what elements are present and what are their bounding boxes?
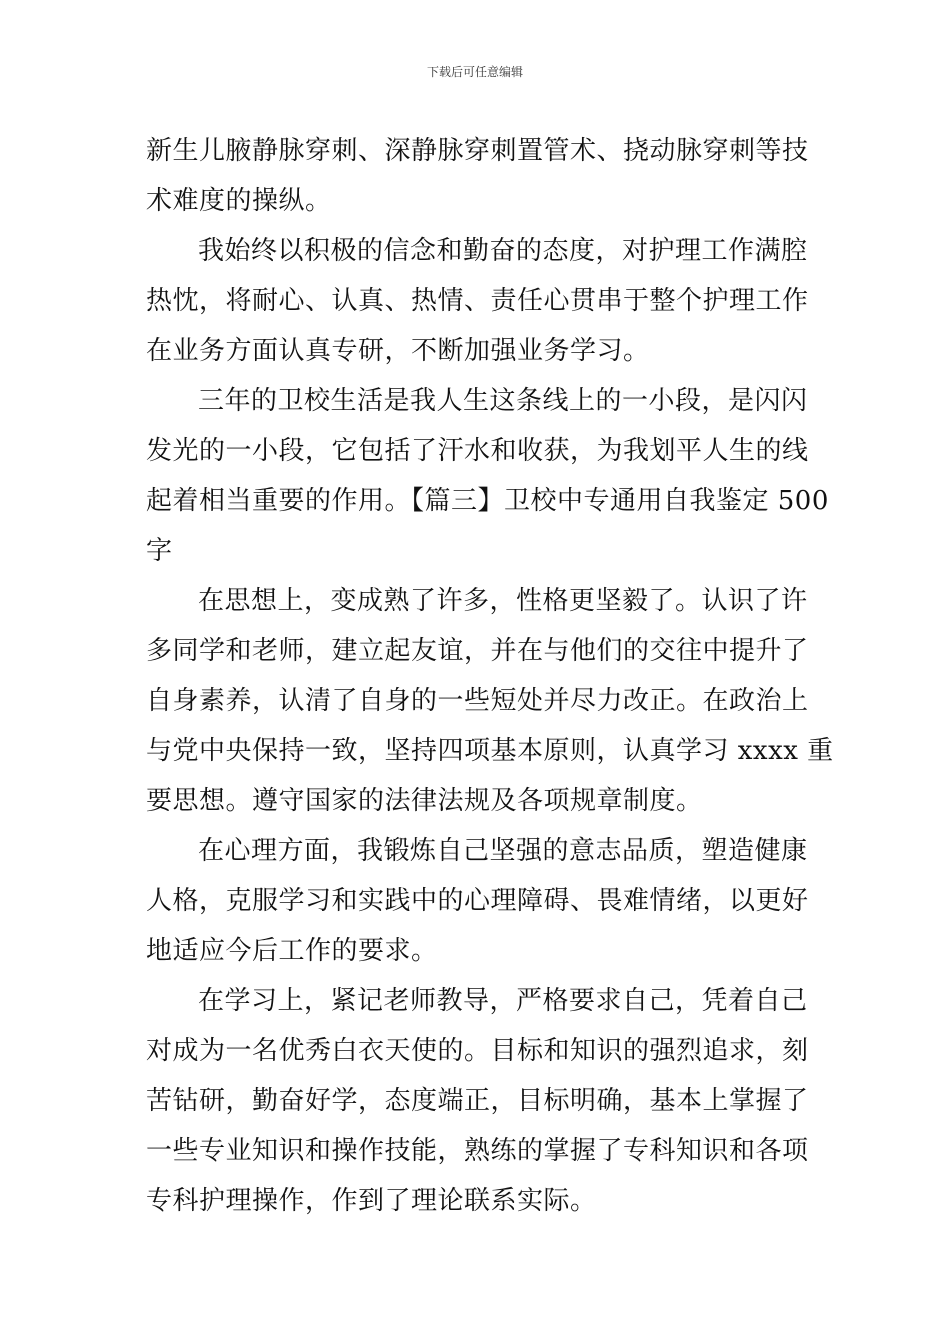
paragraph-line: 三年的卫校生活是我人生这条线上的一小段，是闪闪 <box>198 386 808 416</box>
document-body <box>146 126 834 1226</box>
paragraph-line: 在思想上，变成熟了许多，性格更坚毅了。认识了许 <box>198 586 808 616</box>
paragraph-line: 人格，克服学习和实践中的心理障碍、畏难情绪，以更好 <box>146 886 809 916</box>
paragraph-line: 术难度的操纵。 <box>146 186 332 216</box>
paragraph-line: 苦钻研，勤奋好学，态度端正，目标明确，基本上掌握了 <box>146 1086 809 1116</box>
paragraph-line: 要思想。遵守国家的法律法规及各项规章制度。 <box>146 786 703 816</box>
paragraph-line: 字 <box>146 536 173 566</box>
paragraph-line: 专科护理操作，作到了理论联系实际。 <box>146 1186 597 1216</box>
paragraph-line: 对成为一名优秀白衣天使的。目标和知识的强烈追求，刻 <box>146 1036 809 1066</box>
paragraph-line: 多同学和老师，建立起友谊，并在与他们的交往中提升了 <box>146 636 809 666</box>
paragraph-line: 在心理方面，我锻炼自己坚强的意志品质，塑造健康 <box>198 836 808 866</box>
paragraph-line: 在业务方面认真专研，不断加强业务学习。 <box>146 336 650 366</box>
paragraph-line: 自身素养，认清了自身的一些短处并尽力改正。在政治上 <box>146 686 809 716</box>
paragraph-line: 我始终以积极的信念和勤奋的态度，对护理工作满腔 <box>198 236 808 266</box>
page-header: 下载后可任意编辑 <box>426 65 523 79</box>
paragraph-line: 热忱，将耐心、认真、热情、责任心贯串于整个护理工作 <box>146 286 809 316</box>
paragraph-line: 新生儿腋静脉穿刺、深静脉穿刺置管术、挠动脉穿刺等技 <box>146 136 809 166</box>
paragraph-line: 地适应今后工作的要求。 <box>146 936 438 966</box>
paragraph-line: 与党中央保持一致，坚持四项基本原则，认真学习 xxxx 重 <box>146 736 834 766</box>
paragraph-line: 发光的一小段，它包括了汗水和收获，为我划平人生的线 <box>146 436 809 466</box>
paragraph-line: 在学习上，紧记老师教导，严格要求自己，凭着自己 <box>198 986 808 1016</box>
paragraph-line: 一些专业知识和操作技能，熟练的掌握了专科知识和各项 <box>146 1136 809 1166</box>
paragraph-line: 起着相当重要的作用。【篇三】卫校中专通用自我鉴定 500 <box>146 486 829 516</box>
